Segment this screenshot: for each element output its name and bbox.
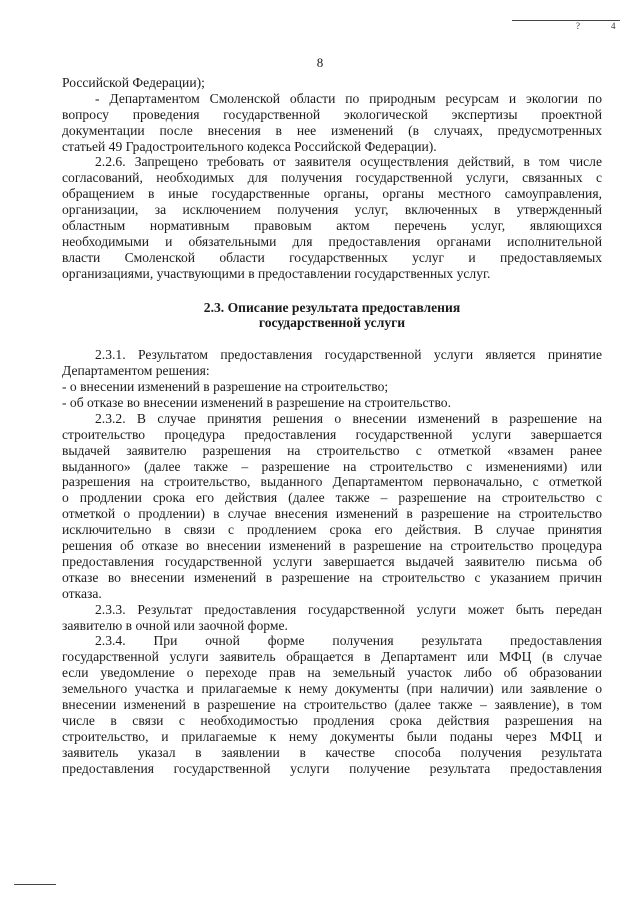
text-line: - об отказе во внесении изменений в разрешение на строительство. (62, 395, 451, 411)
header-rule (512, 20, 620, 21)
text-line: выданного» (далее также – разрешение на строительство с изменениями) или (62, 458, 602, 474)
spacer (62, 282, 602, 300)
text-line: предоставления государственной услуги завершается выдачей заявителю письма об (62, 553, 602, 569)
text-line: отметкой о продлении) в случае внесения изменений в разрешение на строительство (62, 506, 602, 522)
text-line: 2.3.1. Результатом предоставления государственной услуги является принятие (95, 347, 602, 363)
text-line: Департаментом решения: (62, 363, 210, 379)
text-line: 2.3.3. Результат предоставления государственной услуги может быть передан (95, 601, 602, 617)
text-line: 2.3.2. В случае принятия решения о внесении изменений в разрешение на (95, 410, 602, 426)
text-line: отказа. (62, 585, 102, 601)
text-line: согласований, необходимых для получения государственной услуги, связанных с (62, 170, 602, 186)
text-line: заявитель указал в заявлении в качестве способа получения результата (62, 744, 602, 760)
text-line: отказе во внесении изменений в разрешение на строительство с указанием причин (62, 569, 602, 585)
text-line: о продлении срока его действия (далее также – разрешение на строительство с (62, 490, 602, 506)
text-line: необходимыми и обязательными для предоставления органами исполнительной (62, 233, 602, 249)
text-line: 2.3.4. При очной форме получения результата предоставления (95, 633, 602, 649)
text-line: организациями, участвующими в предоставлении государственных услуг. (62, 265, 491, 281)
text-line: внесении изменений в разрешение на строительство (далее также – заявление), в том (62, 696, 602, 712)
text-line: строительство процедура предоставления государственной услуги завершается (62, 426, 602, 442)
footer-rule (14, 884, 56, 885)
text-line: разрешения на строительство, выданного Департаментом первоначально, с отметкой (62, 474, 602, 490)
text-line: статьей 49 Градостроительного кодекса Российской Федерации). (62, 138, 437, 154)
text-line: если уведомление о переходе прав на земельный участок либо об образовании (62, 665, 602, 681)
section-heading: 2.3. Описание результата предоставления (203, 299, 461, 315)
text-line: числе в связи с необходимостью продления срока действия разрешения на (62, 712, 602, 728)
text-line: исключительно в связи с продлением срока его действия. В случае принятия (62, 522, 602, 538)
text-line: Российской Федерации); (62, 75, 205, 90)
page-number: 8 (316, 55, 324, 70)
text-line: документации после внесения в нее изменений (в случаях, предусмотренных (62, 122, 602, 138)
text-line: решения об отказе во внесении изменений в разрешение на строительство процедура (62, 538, 602, 554)
spacer (62, 331, 602, 347)
text-line: областным нормативным правовым актом перечень услуг, являющихся (62, 218, 602, 234)
text-line: строительство, и прилагаемые к нему документы были поданы через МФЦ и (62, 728, 602, 744)
text-line: предоставления государственной услуги получение результата предоставления (62, 760, 602, 776)
text-line: - Департаментом Смоленской области по природным ресурсам и экологии по (95, 90, 602, 106)
text-line: власти Смоленской области государственных услуг и предоставляемых (62, 249, 602, 265)
header-mark: 4 (611, 21, 616, 31)
text-line: вопросу проведения государственной экологической экспертизы проектной (62, 106, 602, 122)
text-line: обращением в иные государственные органы, органы местного самоуправления, (62, 186, 602, 202)
section-heading: государственной услуги (258, 315, 406, 331)
text-line: 2.2.6. Запрещено требовать от заявителя осуществления действий, в том числе (95, 154, 602, 170)
text-line: заявителю в очной или заочной форме. (62, 617, 288, 633)
text-line: организации, за исключением получения услуг, включенных в утвержденный (62, 202, 602, 218)
text-line: выдачей заявителю разрешения на строительство с отметкой «взамен ранее (62, 442, 602, 458)
text-line: - о внесении изменений в разрешение на строительство; (62, 379, 389, 395)
text-line: земельного участка и прилагаемые к нему документы (при наличии) или заявление о (62, 681, 602, 697)
header-mark: ? (576, 21, 580, 31)
document-body (62, 75, 602, 776)
text-line: государственной услуги заявитель обращается в Департамент или МФЦ (в случае (62, 649, 602, 665)
